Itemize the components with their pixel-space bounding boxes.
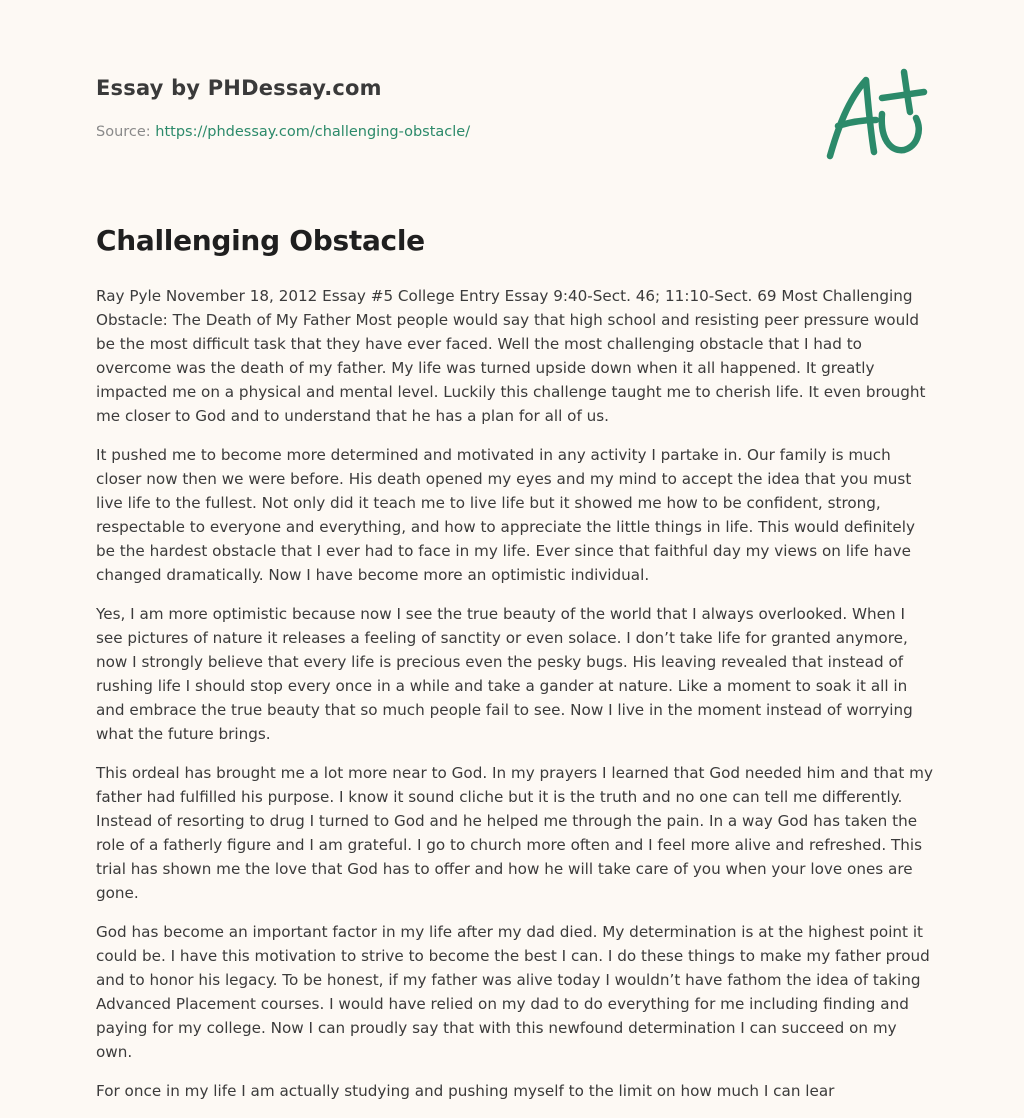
page-header xyxy=(96,76,936,140)
essay-title: Challenging Obstacle xyxy=(96,224,425,257)
essay-paragraph: God has become an important factor in my life after my dad died. My determination is at the highest point it could be. I have this motivation to strive to become the best I can. I do these things to make my father proud and to honor his legacy. To be honest, if my father was alive today I wouldn’t have fathom the idea of taking Advanced Placement courses. I would have relied on my dad to do everything for me including finding and paying for my college. Now I can proudly say that with this newfound determination I can succeed on my own. xyxy=(96,923,930,1061)
site-brand: Essay by PHDessay.com xyxy=(96,76,382,100)
essay-body xyxy=(96,284,936,1118)
essay-paragraph: Yes, I am more optimistic because now I see the true beauty of the world that I always overlooked. When I see pictures of nature it releases a feeling of sanctity or even solace. I don’t take life for granted anymore, now I strongly believe that every life is precious even the pesky bugs. His leaving revealed that instead of rushing life I should stop every once in a while and take a gander at nature. Like a moment to soak it all in and embrace the true beauty that so much people fail to see. Now I live in the moment instead of worrying what the future brings. xyxy=(96,605,913,743)
essay-paragraph: This ordeal has brought me a lot more near to God. In my prayers I learned that God needed him and that my father had fulfilled his purpose. I know it sound cliche but it is the truth and no one can tell me differently. Instead of resorting to drug I turned to God and he helped me through the pain. In a way God has taken the role of a fatherly figure and I am grateful. I go to church more often and I feel more alive and refreshed. This trial has shown me the love that God has to offer and how he will take care of you when your love ones are gone. xyxy=(96,764,933,902)
essay-paragraph: It pushed me to become more determined and motivated in any activity I partake in. Our family is much closer now then we were before. His death opened my eyes and my mind to accept the idea that you must live life to the fullest. Not only did it teach me to live life but it showed me how to be confident, strong, respectable to everyone and everything, and how to appreciate the little things in life. This would definitely be the hardest obstacle that I ever had to face in my life. Ever since that faithful day my views on life have changed dramatically. Now I have become more an optimistic individual. xyxy=(96,446,915,584)
source-line xyxy=(96,124,470,140)
source-link[interactable]: https://phdessay.com/challenging-obstacle/ xyxy=(155,124,471,140)
source-label: Source: xyxy=(96,124,156,140)
essay-paragraph: For once in my life I am actually studying and pushing myself to the limit on how much I can lear xyxy=(96,1082,835,1100)
a-plus-logo-icon xyxy=(820,66,930,166)
essay-paragraph: Ray Pyle November 18, 2012 Essay #5 College Entry Essay 9:40-Sect. 46; 11:10-Sect. 69 Most Challenging Obstacle: The Death of My Father Most people would say that high school and resisting peer pressure would be the most difficult task that they have ever faced. Well the most challenging obstacle that I had to overcome was the death of my father. My life was turned upside down when it all happened. It greatly impacted me on a physical and mental level. Luckily this challenge taught me to cherish life. It even brought me closer to God and to understand that he has a plan for all of us. xyxy=(96,287,926,425)
